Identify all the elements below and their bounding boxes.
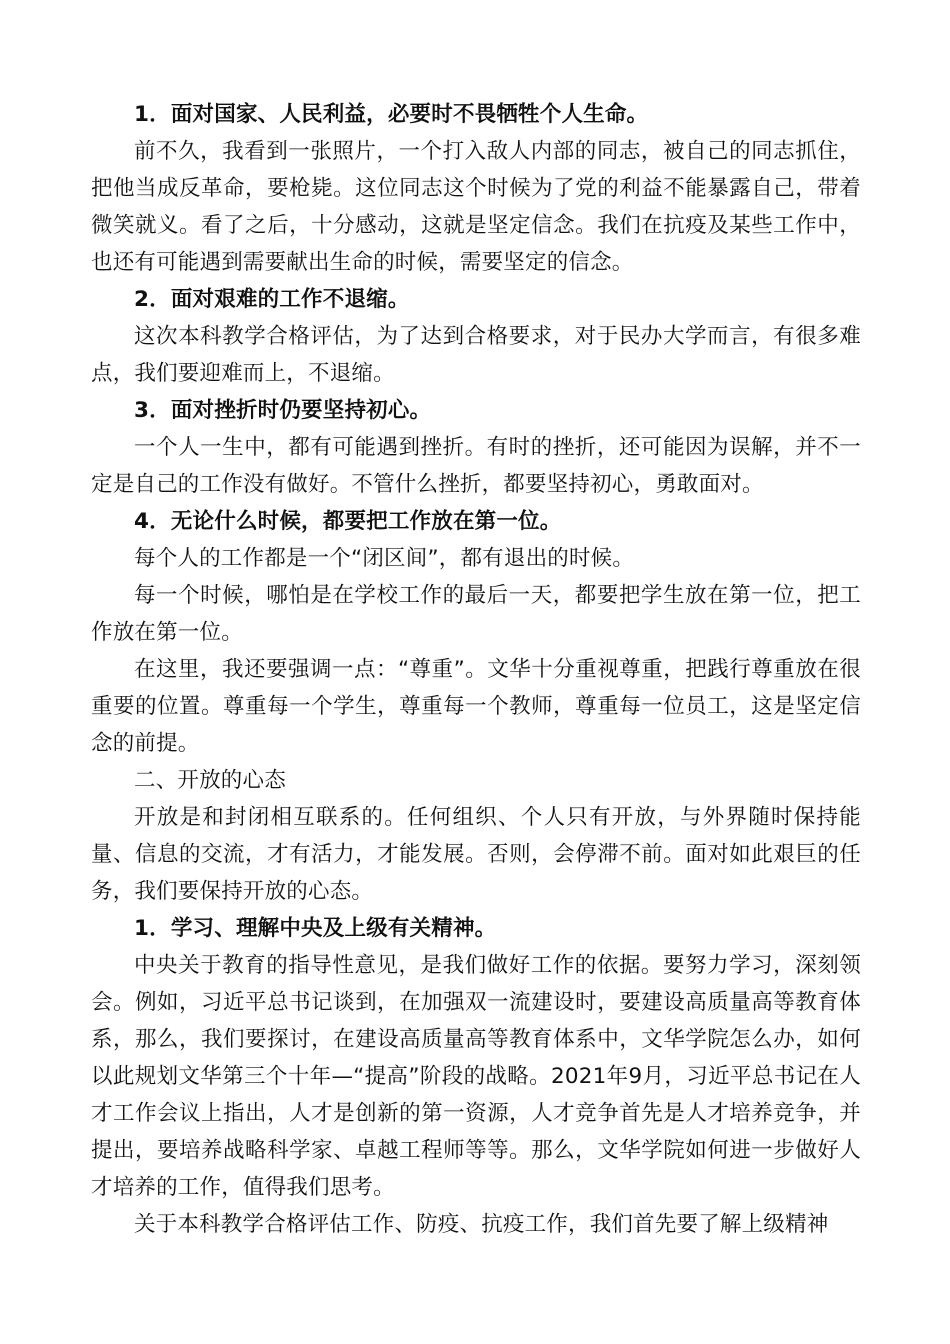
paragraph-last-day: 每一个时候，哪怕是在学校工作的最后一天，都要把学生放在第一位，把工作放在第一位。: [91, 583, 861, 645]
paragraph-evaluation-epidemic: 关于本科教学合格评估工作、防疫、抗疫工作，我们首先要了解上级精神: [134, 1212, 829, 1237]
section-heading-sacrifice: 1．面对国家、人民利益，必要时不畏牺牲个人生命。: [134, 102, 649, 127]
section-heading-work-first: 4．无论什么时候，都要把工作放在第一位。: [134, 509, 562, 534]
paragraph-respect: 在这里，我还要强调一点：“尊重”。文华十分重视尊重，把践行尊重放在很重要的位置。尊重每一个学生，尊重每一个教师，尊重每一位员工，这是坚定信念的前提。: [91, 657, 861, 756]
document-page: [91, 96, 861, 1243]
section-heading-study-central: 1．学习、理解中央及上级有关精神。: [134, 916, 497, 941]
section-heading-difficult-work: 2．面对艰难的工作不退缩。: [134, 287, 410, 312]
paragraph-central-guidance: 中央关于教育的指导性意见，是我们做好工作的依据。要努力学习，深刻领会。例如，习近平总书记谈到，在加强双一流建设时，要建设高质量高等教育体系，那么，我们要探讨，在建设高质量高等教育体系中，文华学院怎么办，如何以此规划文华第三个十年—“提高”阶段的战略。2021年9月，习近平总书记在人才工作会议上指出，人才是创新的第一资源，人才竞争首先是人才培养竞争，并提出，要培养战略科学家、卓越工程师等等。那么，文华学院如何进一步做好人才培养的工作，值得我们思考。: [91, 953, 861, 1200]
paragraph-setbacks: 一个人一生中，都有可能遇到挫折。有时的挫折，还可能因为误解，并不一定是自己的工作没有做好。不管什么挫折，都要坚持初心，勇敢面对。: [91, 435, 861, 497]
paragraph-closed-interval: 每个人的工作都是一个“闭区间”，都有退出的时候。: [134, 546, 635, 571]
paragraph-openness: 开放是和封闭相互联系的。任何组织、个人只有开放，与外界随时保持能量、信息的交流，才有活力，才能发展。否则，会停滞不前。面对如此艰巨的任务，我们要保持开放的心态。: [91, 805, 861, 904]
paragraph-photo-story: 前不久，我看到一张照片，一个打入敌人内部的同志，被自己的同志抓住，把他当成反革命，要枪毙。这位同志这个时候为了党的利益不能暴露自己，带着微笑就义。看了之后，十分感动，这就是坚定信念。我们在抗疫及某些工作中，也还有可能遇到需要献出生命的时候，需要坚定的信念。: [91, 139, 861, 275]
paragraph-evaluation: 这次本科教学合格评估，为了达到合格要求，对于民办大学而言，有很多难点，我们要迎难而上，不退缩。: [91, 324, 861, 386]
section-heading-setbacks: 3．面对挫折时仍要坚持初心。: [134, 398, 432, 423]
section-title-open-mind: 二、开放的心态: [134, 768, 286, 793]
